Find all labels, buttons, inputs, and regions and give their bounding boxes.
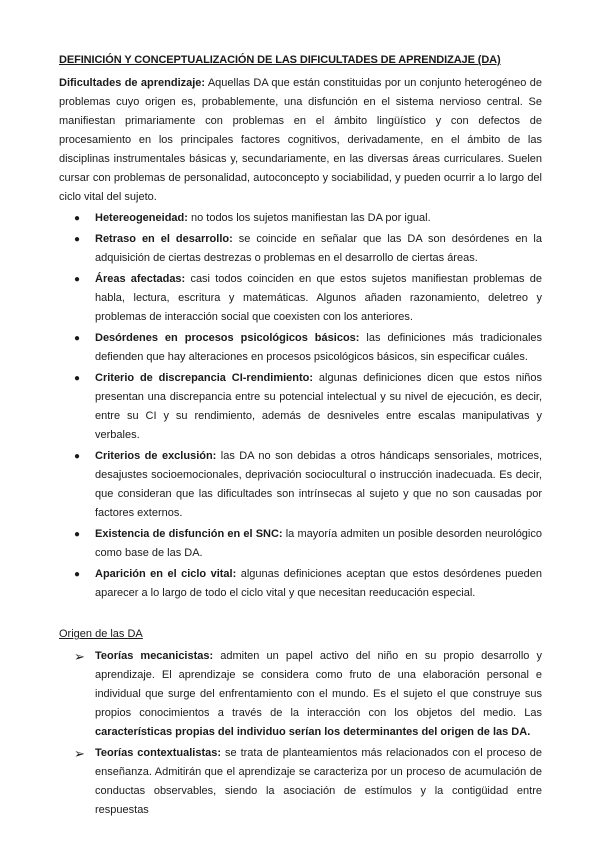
item-text: se coincide en señalar que las DA son desórdenes en la adquisición de ciertas destrezas o problemas en el desarrollo de ciertas áreas. (95, 233, 542, 264)
list-item (59, 270, 542, 327)
bullet-icon: ● (74, 451, 81, 462)
list-item (59, 230, 542, 268)
item-text: se trata de planteamientos más relacionados con el proceso de enseñanza. Admitirán que el aprendizaje se caracteriza por un proceso de acumulación de conductas observables, siendo la asociación de estímulos y la contigüidad entre respuestas (95, 747, 542, 816)
item-text: algunas definiciones dicen que estos niños presentan una discrepancia entre su potencial intelectual y su nivel de ejecución, es decir, entre su CI y su rendimiento, además de desniveles entre escalas manipulativas y verbales. (95, 372, 543, 441)
document-title: DEFINICIÓN Y CONCEPTUALIZACIÓN DE LAS DIFICULTADES DE APRENDIZAJE (DA) (59, 54, 501, 66)
bullet-icon: ● (74, 333, 81, 344)
section-title: Origen de las DA (59, 628, 143, 640)
bullet-icon: ● (74, 373, 81, 384)
item-term: Existencia de disfunción en el SNC: (95, 528, 283, 540)
list-item (59, 744, 542, 820)
item-text: algunas definiciones aceptan que estos desórdenes pueden aparecer a lo largo de todo el ciclo vital y que necesitan reeducación especial. (95, 568, 542, 599)
list-item (59, 329, 542, 367)
list-item (59, 209, 542, 228)
item-emphasis: características propias del individuo serían los determinantes del origen de las DA. (95, 726, 531, 738)
list-item (59, 447, 542, 523)
list-item (59, 369, 542, 445)
bullet-icon: ● (74, 213, 81, 224)
item-text: no todos los sujetos manifiestan las DA por igual. (187, 212, 431, 224)
bullet-icon: ● (74, 274, 81, 285)
item-text: las definiciones más tradicionales defienden que hay alteraciones en procesos psicológicos básicos, sin especificar cuáles. (95, 332, 543, 363)
bullet-icon: ● (74, 569, 81, 580)
item-term: Teorías mecanicistas: (95, 650, 214, 662)
item-term: Desórdenes en procesos psicológicos básicos: (95, 332, 360, 344)
item-term: Criterios de exclusión: (95, 450, 217, 462)
document-content (59, 51, 542, 822)
item-term: Retraso en el desarrollo: (95, 233, 233, 245)
list-item (59, 647, 542, 742)
item-term: Aparición en el ciclo vital: (95, 568, 237, 580)
item-text: admiten un papel activo del niño en su propio desarrollo y aprendizaje. El aprendizaje se considera como fruto de una elaboración personal e individual que surge del enfrentamiento con el mundo. Es el sujeto el que construye sus propios conocimientos a través de la interacción con los objetos del medio. Las (95, 650, 542, 719)
item-text: la mayoría admiten un posible desorden neurológico como base de las DA. (95, 528, 542, 559)
bullet-icon: ● (74, 234, 81, 245)
intro-text: Aquellas DA que están constituidas por un conjunto heterogéneo de problemas cuyo origen es, probablemente, una disfunción en el sistema nervioso central. Se manifiestan primariamente con problemas en el ámbito lingüístico y con defectos de procesamiento en los principales factores cognitivos, derivadamente, en el ámbito de las disciplinas instrumentales básicas y, secundariamente, en las diversas áreas curriculares. Suelen cursar con problemas de personalidad, autoconcepto y sociabilidad, y pueden ocurrir a lo largo del ciclo vital del sujeto. (59, 77, 542, 203)
item-term: Teorías contextualistas: (95, 747, 222, 759)
list-item (59, 525, 542, 563)
characteristics-list (59, 209, 542, 603)
intro-paragraph (59, 74, 542, 207)
intro-term: Dificultades de aprendizaje: (59, 77, 206, 89)
bullet-icon: ● (74, 529, 81, 540)
theories-list (59, 647, 542, 820)
list-item (59, 565, 542, 603)
item-term: Áreas afectadas: (95, 273, 186, 285)
arrow-icon: ➢ (74, 649, 85, 664)
item-term: Hetereogeneidad: (95, 212, 188, 224)
arrow-icon: ➢ (74, 746, 85, 761)
item-text: casi todos coinciden en que estos sujetos manifiestan problemas de habla, lectura, escritura y matemáticas. Algunos añaden razonamiento, deletreo y problemas de interacción social que coexisten con los anteriores. (95, 273, 542, 323)
item-text: las DA no son debidas a otros hándicaps sensoriales, motrices, desajustes socioemocionales, deprivación sociocultural o instrucción inadecuada. Es decir, que consideran que las dificultades son intrínsecas al sujeto y que no son causadas por factores externos. (95, 450, 542, 519)
item-term: Criterio de discrepancia CI-rendimiento: (95, 372, 314, 384)
